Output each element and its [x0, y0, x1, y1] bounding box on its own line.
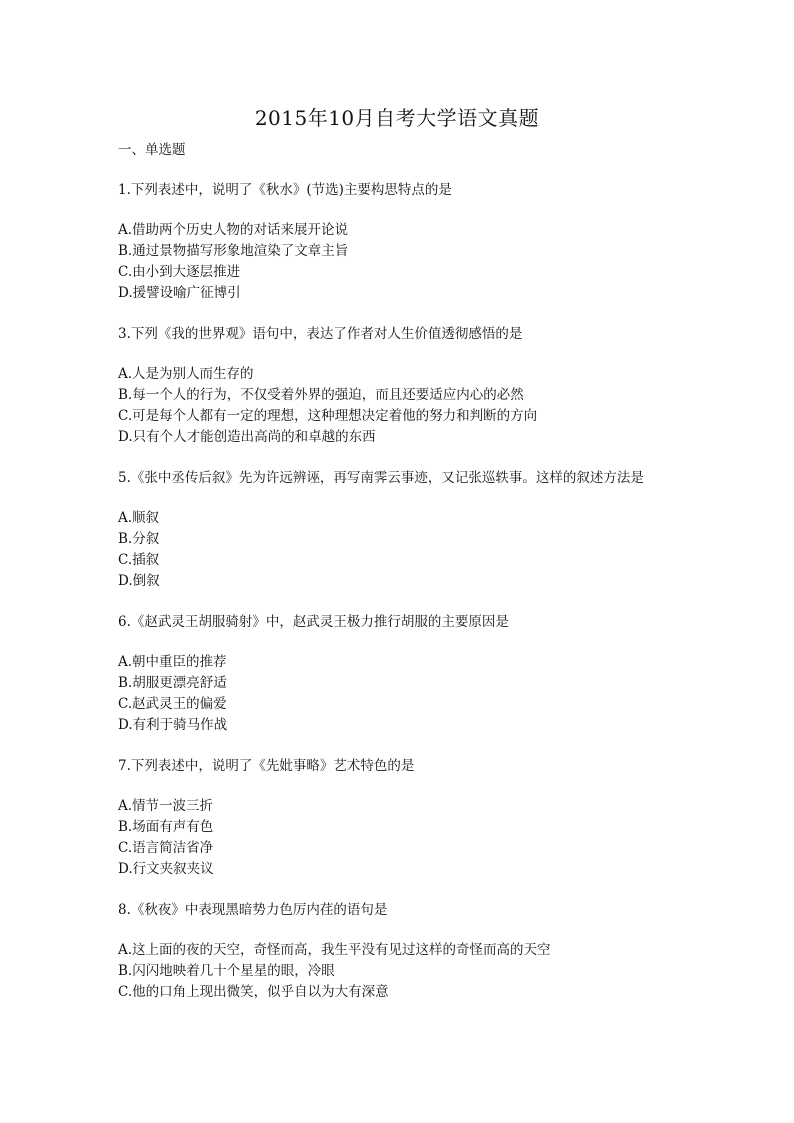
option-a: A.朝中重臣的推荐	[118, 654, 227, 670]
option-d: D.行文夹叙夹议	[118, 861, 214, 877]
question-5	[118, 468, 758, 592]
question-8	[118, 900, 758, 1003]
option-a: A.这上面的夜的天空，奇怪而高，我生平没有见过这样的奇怪而高的天空	[118, 942, 551, 958]
question-stem: 6.《赵武灵王胡服骑射》中，赵武灵王极力推行胡服的主要原因是	[118, 614, 509, 630]
section-heading: 一、单选题	[118, 142, 186, 158]
option-c: C.他的口角上现出微笑，似乎自以为大有深意	[118, 984, 389, 1000]
option-b: B.闪闪地映着几十个星星的眼，冷眼	[118, 963, 335, 979]
option-b: B.胡服更漂亮舒适	[118, 675, 227, 691]
option-b: B.场面有声有色	[118, 819, 214, 835]
question-7	[118, 756, 758, 880]
option-b: B.通过景物描写形象地渲染了文章主旨	[118, 243, 349, 259]
option-a: A.借助两个历史人物的对话来展开论说	[118, 222, 349, 238]
option-a: A.顺叙	[118, 510, 160, 526]
option-c: C.由小到大逐层推进	[118, 264, 241, 280]
question-list	[118, 180, 758, 1023]
question-stem: 7.下列表述中，说明了《先妣事略》艺术特色的是	[118, 758, 415, 774]
question-stem: 5.《张中丞传后叙》先为许远辨诬，再写南霁云事迹，又记张巡轶事。这样的叙述方法是	[118, 470, 644, 486]
option-c: C.语言简洁省净	[118, 840, 214, 856]
option-d: D.只有个人才能创造出高尚的和卓越的东西	[118, 429, 376, 445]
question-stem: 1.下列表述中，说明了《秋水》(节选)主要构思特点的是	[118, 182, 452, 198]
question-1	[118, 180, 758, 304]
option-c: C.可是每个人都有一定的理想，这种理想决定着他的努力和判断的方向	[118, 408, 538, 424]
option-d: D.倒叙	[118, 573, 160, 589]
question-6	[118, 612, 758, 736]
option-b: B.每一个人的行为，不仅受着外界的强迫，而且还要适应内心的必然	[118, 387, 524, 403]
option-d: D.援譬设喻广征博引	[118, 285, 241, 301]
option-c: C.插叙	[118, 552, 160, 568]
option-b: B.分叙	[118, 531, 160, 547]
option-d: D.有利于骑马作战	[118, 717, 228, 733]
document-title: 2015年10月自考大学语文真题	[254, 106, 540, 130]
question-3	[118, 324, 758, 448]
option-a: A.人是为别人而生存的	[118, 366, 254, 382]
option-c: C.赵武灵王的偏爱	[118, 696, 227, 712]
option-a: A.情节一波三折	[118, 798, 214, 814]
question-stem: 8.《秋夜》中表现黑暗势力色厉内荏的语句是	[118, 902, 388, 918]
question-stem: 3.下列《我的世界观》语句中，表达了作者对人生价值透彻感悟的是	[118, 326, 523, 342]
